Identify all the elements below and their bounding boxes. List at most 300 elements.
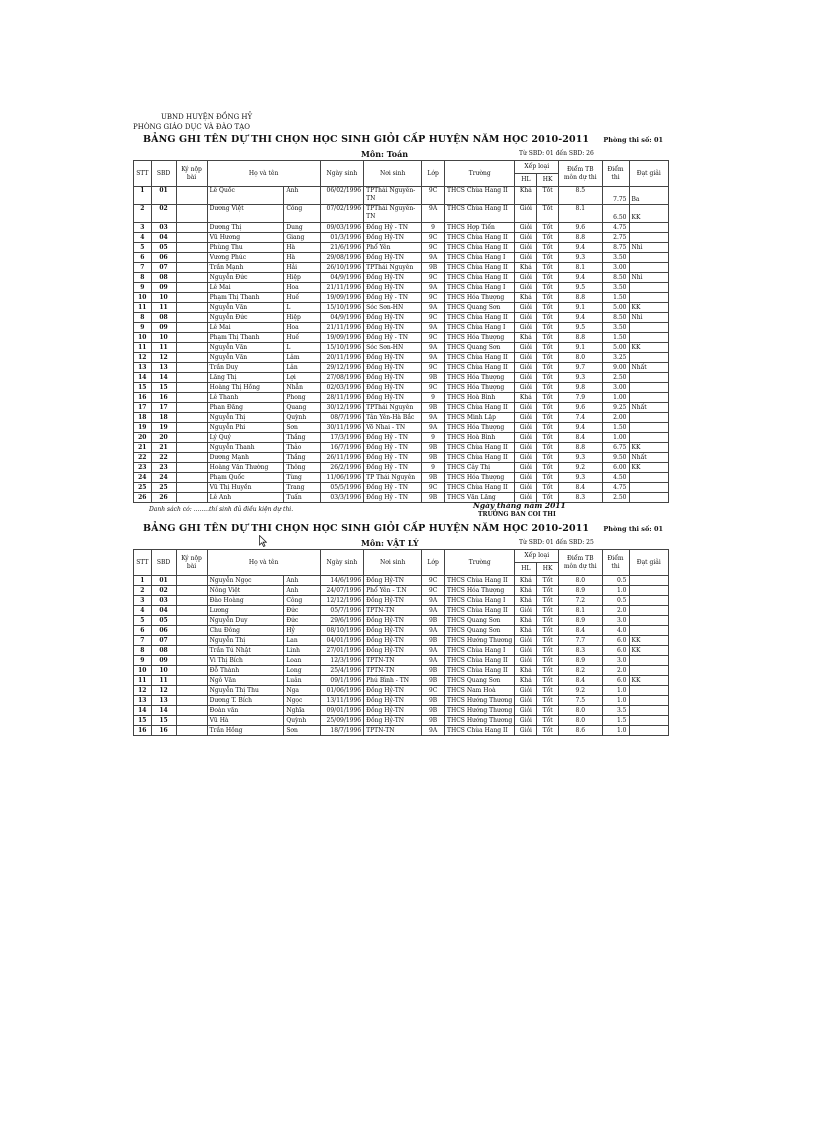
cell-stt: 4 (134, 606, 152, 616)
cell-dob: 28/11/1996 (320, 393, 364, 403)
cell-first: Nguyễn Văn (207, 343, 284, 353)
cell-score: 7.75 (602, 187, 629, 205)
cell-sbd: 15 (151, 716, 176, 726)
cell-cls: 9B (422, 453, 445, 463)
table-row (134, 666, 669, 676)
cell-avg: 8.8 (559, 443, 603, 453)
cell-school: THCS Quang Sơn (444, 626, 515, 636)
cell-last: Quang (284, 403, 320, 413)
cell-last: Thông (284, 463, 320, 473)
cell-award (629, 606, 669, 616)
cell-hk: Tốt (537, 333, 559, 343)
cell-score: 1.00 (602, 393, 629, 403)
cell-score: 6.00 (602, 463, 629, 473)
cell-dob: 08/7/1996 (320, 413, 364, 423)
cell-sbd: 05 (151, 243, 176, 253)
cell-last: Hiệp (284, 313, 320, 323)
cell-signature (176, 646, 207, 656)
cell-first: Nguyễn Văn (207, 303, 284, 313)
cell-signature (176, 283, 207, 293)
cell-sbd: 15 (151, 383, 176, 393)
cell-place: Đồng Hỷ-TN (364, 233, 422, 243)
cell-score: 1.00 (602, 433, 629, 443)
cell-signature (176, 636, 207, 646)
cell-last: Linh (284, 646, 320, 656)
cell-hl: Giỏi (515, 413, 537, 423)
cell-first: Nguyễn Đức (207, 273, 284, 283)
table-row (134, 443, 669, 453)
cell-hk: Tốt (537, 423, 559, 433)
cell-place: Đồng Hỷ - TN (364, 433, 422, 443)
cell-school: THCS Chùa Hang II (444, 187, 515, 205)
cell-hl: Giỏi (515, 233, 537, 243)
cell-last: Huế (284, 293, 320, 303)
cell-school: THCS Cây Thị (444, 463, 515, 473)
cell-school: THCS Nam Hoà (444, 686, 515, 696)
cell-award (629, 333, 669, 343)
cell-stt: 11 (134, 303, 152, 313)
cell-cls: 9B (422, 493, 445, 503)
cell-award: Nhì (629, 313, 669, 323)
cell-hk: Tốt (537, 646, 559, 656)
cell-signature (176, 223, 207, 233)
cell-hl: Khá (515, 187, 537, 205)
cell-signature (176, 293, 207, 303)
cell-first: Nguyễn Phi (207, 423, 284, 433)
cell-sbd: 17 (151, 403, 176, 413)
cell-sbd: 22 (151, 453, 176, 463)
table-row (134, 343, 669, 353)
cell-signature (176, 253, 207, 263)
cell-cls: 9B (422, 696, 445, 706)
table1-subject-row (133, 148, 669, 160)
cell-avg: 8.8 (559, 233, 603, 243)
cell-school: THCS Chùa Hang II (444, 443, 515, 453)
cell-stt: 12 (134, 686, 152, 696)
cell-cls: 9C (422, 586, 445, 596)
cell-hk: Tốt (537, 473, 559, 483)
table-row (134, 473, 669, 483)
table-row (134, 716, 669, 726)
cell-hl: Khá (515, 586, 537, 596)
cell-last: Tuấn (284, 493, 320, 503)
cell-place: Đồng Hỷ-TN (364, 363, 422, 373)
cell-award (629, 373, 669, 383)
cell-dob: 15/10/1996 (320, 343, 364, 353)
cell-first: Lý Quý (207, 433, 284, 443)
cell-stt: 10 (134, 666, 152, 676)
col-signature: Ký nộp bài (176, 161, 207, 187)
col-hk: HK (537, 174, 559, 187)
cell-last: Phong (284, 393, 320, 403)
cell-hl: Giỏi (515, 205, 537, 223)
cell-hk: Tốt (537, 283, 559, 293)
cell-first: Hoàng Thị Hồng (207, 383, 284, 393)
cell-hk: Tốt (537, 616, 559, 626)
cell-signature (176, 273, 207, 283)
cell-place: Đồng Hỷ-TN (364, 393, 422, 403)
cell-cls: 9A (422, 656, 445, 666)
cell-first: Đào Hoàng (207, 596, 284, 606)
cell-avg: 9.6 (559, 403, 603, 413)
cell-place: TPThái Nguyên-TN (364, 187, 422, 205)
cell-school: THCS Hóa Thượng (444, 423, 515, 433)
cell-avg: 9.3 (559, 253, 603, 263)
cell-hk: Tốt (537, 716, 559, 726)
cell-stt: 5 (134, 616, 152, 626)
cell-first: Lương (207, 606, 284, 616)
cell-avg: 7.7 (559, 636, 603, 646)
cell-hl: Giỏi (515, 253, 537, 263)
cell-cls: 9C (422, 363, 445, 373)
cell-signature (176, 263, 207, 273)
cell-avg: 8.9 (559, 586, 603, 596)
col-avg: Điểm TB môn dự thi (559, 550, 603, 576)
cell-signature (176, 333, 207, 343)
cell-hk: Tốt (537, 443, 559, 453)
cell-signature (176, 423, 207, 433)
cell-cls: 9B (422, 636, 445, 646)
cell-hl: Khá (515, 596, 537, 606)
cell-signature (176, 473, 207, 483)
cell-award (629, 263, 669, 273)
cell-score: 2.00 (602, 413, 629, 423)
cell-first: Trần Tú Nhật (207, 646, 284, 656)
cell-hl: Giỏi (515, 696, 537, 706)
cell-hk: Tốt (537, 636, 559, 646)
col-class: Lớp (422, 161, 445, 187)
cell-cls: 9C (422, 483, 445, 493)
table-row (134, 383, 669, 393)
cell-hl: Giỏi (515, 343, 537, 353)
cell-dob: 08/10/1996 (320, 626, 364, 636)
cell-first: Chu Đông (207, 626, 284, 636)
col-sbd: SBD (151, 550, 176, 576)
cell-dob: 19/09/1996 (320, 293, 364, 303)
cell-first: Dương Mạnh (207, 453, 284, 463)
cell-school: THCS Hóa Thượng (444, 473, 515, 483)
cell-first: Ngô Văn (207, 676, 284, 686)
cell-dob: 04/9/1996 (320, 313, 364, 323)
cell-first: Lê Thanh (207, 393, 284, 403)
cell-score: 3.5 (602, 706, 629, 716)
cell-avg: 8.4 (559, 676, 603, 686)
col-sbd: SBD (151, 161, 176, 187)
cell-hk: Tốt (537, 303, 559, 313)
cell-school: THCS Chùa Hang II (444, 233, 515, 243)
cell-award (629, 253, 669, 263)
cell-last: Đức (284, 616, 320, 626)
cell-signature (176, 453, 207, 463)
table-row (134, 373, 669, 383)
cell-last: Lợi (284, 373, 320, 383)
cell-place: Phổ Yên - T.N (364, 586, 422, 596)
cell-avg: 8.1 (559, 205, 603, 223)
cell-dob: 18/7/1996 (320, 726, 364, 736)
cell-award (629, 413, 669, 423)
cell-cls: 9C (422, 187, 445, 205)
cell-sbd: 26 (151, 493, 176, 503)
cell-school: THCS Chùa Hang II (444, 726, 515, 736)
cell-hl: Khá (515, 333, 537, 343)
cell-stt: 6 (134, 626, 152, 636)
cell-first: Dương T. Bích (207, 696, 284, 706)
col-hl: HL (515, 563, 537, 576)
cell-score: 8.75 (602, 243, 629, 253)
cell-stt: 23 (134, 463, 152, 473)
cell-place: Đồng Hỷ-TN (364, 273, 422, 283)
cell-hk: Tốt (537, 383, 559, 393)
cell-hl: Giỏi (515, 646, 537, 656)
cell-hk: Tốt (537, 243, 559, 253)
cell-place: Đồng Hỷ-TN (364, 696, 422, 706)
cell-award: Ba (629, 187, 669, 205)
table-row (134, 646, 669, 656)
cell-signature (176, 656, 207, 666)
cell-school: THCS Chùa Hang I (444, 323, 515, 333)
cell-first: Nguyễn Thị (207, 636, 284, 646)
cell-dob: 07/02/1996 (320, 205, 364, 223)
cell-sbd: 16 (151, 726, 176, 736)
cell-last: Công (284, 596, 320, 606)
cell-first: Trần Duy (207, 363, 284, 373)
cell-first: Dương Việt (207, 205, 284, 223)
cell-last: Quỳnh (284, 413, 320, 423)
cell-avg: 9.1 (559, 343, 603, 353)
cell-signature (176, 696, 207, 706)
cell-hl: Khá (515, 666, 537, 676)
cell-last: Thắng (284, 453, 320, 463)
cell-hk: Tốt (537, 586, 559, 596)
cell-place: Phổ Yên (364, 243, 422, 253)
cell-place: Đồng Hỷ-TN (364, 686, 422, 696)
cell-first: Lê Mai (207, 283, 284, 293)
table2-title-row (133, 521, 669, 537)
cell-award (629, 626, 669, 636)
cell-stt: 12 (134, 353, 152, 363)
cell-hl: Giỏi (515, 686, 537, 696)
cell-hk: Tốt (537, 403, 559, 413)
cell-dob: 16/7/1996 (320, 443, 364, 453)
cell-cls: 9C (422, 576, 445, 586)
table-row (134, 493, 669, 503)
cell-sbd: 20 (151, 433, 176, 443)
cell-signature (176, 616, 207, 626)
cell-sbd: 11 (151, 676, 176, 686)
cell-cls: 9A (422, 353, 445, 363)
cell-sbd: 07 (151, 263, 176, 273)
cell-cls: 9B (422, 666, 445, 676)
cell-last: Thảo (284, 443, 320, 453)
cell-last: Quỳnh (284, 716, 320, 726)
cell-hk: Tốt (537, 223, 559, 233)
cell-avg: 7.9 (559, 393, 603, 403)
cell-sbd: 10 (151, 666, 176, 676)
cell-hk: Tốt (537, 696, 559, 706)
cell-school: THCS Chùa Hang II (444, 666, 515, 676)
cell-score: 4.75 (602, 483, 629, 493)
cell-dob: 04/9/1996 (320, 273, 364, 283)
cell-signature (176, 363, 207, 373)
cell-hk: Tốt (537, 233, 559, 243)
cell-cls: 9B (422, 443, 445, 453)
cell-avg: 9.4 (559, 243, 603, 253)
cell-first: Nguyễn Thị Thu (207, 686, 284, 696)
cell-first: Phạm Thị Thanh (207, 333, 284, 343)
cell-signature (176, 716, 207, 726)
cell-sbd: 09 (151, 283, 176, 293)
department-header: PHÒNG GIÁO DỤC VÀ ĐÀO TẠO (133, 123, 250, 131)
cell-award (629, 716, 669, 726)
cell-hk: Tốt (537, 205, 559, 223)
cell-score: 3.00 (602, 263, 629, 273)
cell-score: 4.75 (602, 223, 629, 233)
cell-score: 1.5 (602, 716, 629, 726)
cell-cls: 9 (422, 463, 445, 473)
cell-award: Nhì (629, 243, 669, 253)
cell-sbd: 14 (151, 373, 176, 383)
cell-hl: Giỏi (515, 443, 537, 453)
cell-school: THCS Chùa Hang II (444, 313, 515, 323)
cell-place: Đồng Hỷ-TN (364, 596, 422, 606)
cell-score: 8.50 (602, 273, 629, 283)
cell-school: THCS Hóa Thượng (444, 383, 515, 393)
col-dob: Ngày sinh (320, 161, 364, 187)
cell-stt: 26 (134, 493, 152, 503)
cell-hl: Khá (515, 576, 537, 586)
table-row (134, 686, 669, 696)
cell-stt: 3 (134, 223, 152, 233)
cell-school: THCS Hướng Thương (444, 706, 515, 716)
cell-place: Đồng Hỷ - TN (364, 493, 422, 503)
cell-sbd: 24 (151, 473, 176, 483)
cell-cls: 9B (422, 716, 445, 726)
cell-stt: 6 (134, 253, 152, 263)
cell-hl: Giỏi (515, 353, 537, 363)
cell-cls: 9A (422, 423, 445, 433)
cell-sbd: 06 (151, 626, 176, 636)
cell-avg: 9.5 (559, 323, 603, 333)
district-header: UBND HUYỆN ĐỒNG HỶ (161, 113, 253, 121)
cell-place: Tân Yên-Hà Bắc (364, 413, 422, 423)
cell-avg: 8.5 (559, 187, 603, 205)
table-row (134, 626, 669, 636)
cell-hk: Tốt (537, 596, 559, 606)
cell-stt: 9 (134, 323, 152, 333)
cell-score: 3.25 (602, 353, 629, 363)
cell-first: Trần Hồng (207, 726, 284, 736)
table2-room: Phòng thi số: 01 (603, 525, 663, 533)
table2-title: BẢNG GHI TÊN DỰ THI CHỌN HỌC SINH GIỎI CẤP HUYỆN NĂM HỌC 2010-2011 (143, 523, 590, 534)
cell-dob: 29/12/1996 (320, 363, 364, 373)
cell-stt: 13 (134, 696, 152, 706)
cell-sbd: 21 (151, 443, 176, 453)
cell-sbd: 03 (151, 596, 176, 606)
col-signature: Ký nộp bài (176, 550, 207, 576)
cell-place: Đồng Hỷ - TN (364, 223, 422, 233)
cell-avg: 9.1 (559, 303, 603, 313)
cell-last: Hà (284, 253, 320, 263)
cell-dob: 27/01/1996 (320, 646, 364, 656)
cell-last: Hà (284, 243, 320, 253)
cell-dob: 13/11/1996 (320, 696, 364, 706)
cell-score: 1.50 (602, 423, 629, 433)
cell-stt: 11 (134, 343, 152, 353)
cell-signature (176, 303, 207, 313)
cell-stt: 7 (134, 263, 152, 273)
cell-sbd: 25 (151, 483, 176, 493)
cell-award: KK (629, 303, 669, 313)
cell-place: Đồng Hỷ - TN (364, 463, 422, 473)
cell-last: Hỷ (284, 626, 320, 636)
cell-school: THCS Chùa Hang I (444, 253, 515, 263)
table-row (134, 205, 669, 223)
cell-place: Đồng Hỷ-TN (364, 706, 422, 716)
cell-signature (176, 403, 207, 413)
cell-award (629, 686, 669, 696)
cell-stt: 16 (134, 726, 152, 736)
table-row (134, 233, 669, 243)
cell-school: THCS Chùa Hang II (444, 483, 515, 493)
cell-dob: 09/1/1996 (320, 676, 364, 686)
cell-dob: 01/06/1996 (320, 686, 364, 696)
cell-score: 2.0 (602, 666, 629, 676)
cell-school: THCS Hợp Tiến (444, 223, 515, 233)
cell-school: THCS Hướng Thương (444, 636, 515, 646)
cell-school: THCS Chùa Hang I (444, 596, 515, 606)
cell-hl: Giỏi (515, 313, 537, 323)
cell-hl: Giỏi (515, 283, 537, 293)
col-award: Đạt giải (629, 161, 669, 187)
cell-dob: 26/11/1996 (320, 453, 364, 463)
cell-cls: 9C (422, 293, 445, 303)
cell-hk: Tốt (537, 187, 559, 205)
cell-stt: 16 (134, 393, 152, 403)
cell-last: Anh (284, 586, 320, 596)
cell-first: Nguyễn Ngọc (207, 576, 284, 586)
cell-stt: 5 (134, 243, 152, 253)
cell-hk: Tốt (537, 363, 559, 373)
cell-award (629, 353, 669, 363)
cell-first: Lăng Thị (207, 373, 284, 383)
table1-sbd-range: Từ SBD: 01 đến SBD: 26 (519, 150, 594, 157)
cell-hk: Tốt (537, 483, 559, 493)
cell-score: 6.75 (602, 443, 629, 453)
cell-stt: 9 (134, 283, 152, 293)
cell-place: Đồng Hỷ-TN (364, 616, 422, 626)
cell-award: KK (629, 205, 669, 223)
cell-avg: 9.4 (559, 273, 603, 283)
cell-avg: 9.7 (559, 363, 603, 373)
col-score: Điểm thi (602, 161, 629, 187)
cell-score: 6.50 (602, 205, 629, 223)
cell-sbd: 23 (151, 463, 176, 473)
col-rank: Xếp loại (515, 550, 559, 563)
cell-sbd: 12 (151, 686, 176, 696)
cell-hk: Tốt (537, 263, 559, 273)
cell-place: Đồng Hỷ-TN (364, 626, 422, 636)
cell-avg: 8.9 (559, 656, 603, 666)
cell-signature (176, 726, 207, 736)
col-name: Họ và tên (207, 161, 320, 187)
cell-stt: 10 (134, 293, 152, 303)
cell-cls: 9C (422, 333, 445, 343)
cell-signature (176, 586, 207, 596)
table-row (134, 253, 669, 263)
cell-hk: Tốt (537, 453, 559, 463)
cell-sbd: 08 (151, 273, 176, 283)
table-row (134, 313, 669, 323)
